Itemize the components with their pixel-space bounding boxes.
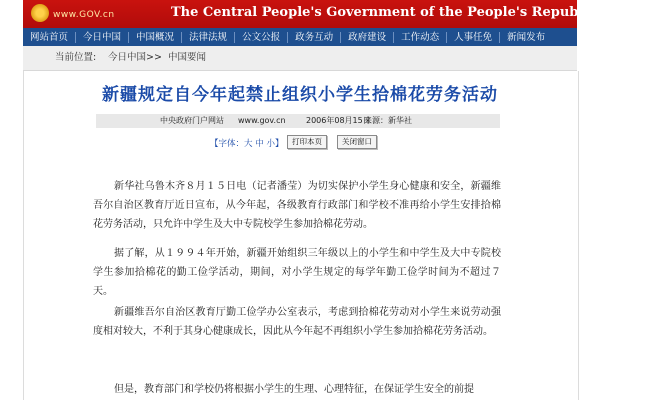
national-emblem-icon [31,4,49,22]
nav-item[interactable]: 政务互动 [288,32,341,43]
close-window-button[interactable]: 关闭窗口 [337,135,377,149]
nav-item[interactable]: 公文公报 [235,32,288,43]
nav-item[interactable]: 中国概况 [129,32,182,43]
meta-from: 来源：新华社 [364,116,412,125]
breadcrumb [23,46,577,71]
article-paragraph: 但是，教育部门和学校仍将根据小学生的生理、心理特征，在保证学生安全的前提 [114,384,474,395]
font-size-small[interactable]: 小 [266,139,275,149]
header-banner [23,0,662,28]
article-paragraph: 据了解，从１９９４年开始，新疆开始组织三年级以上的小学生和中学生及大中专院校学生参加拾棉花的勤工俭学活动，期间，对小学生规定的每学年勤工俭学时间为不超过７天。 [93,248,501,297]
site-title: The Central People's Government of the People's Republic of China [171,5,662,20]
nav-item[interactable]: 法律法规 [182,32,235,43]
font-size-label: 【字体： [210,139,245,149]
font-size-close-bracket: 】 [274,139,284,149]
main-nav [23,28,577,46]
nav-item[interactable]: 新闻发布 [507,31,546,43]
meta-date: 2006年08月15日 [306,116,371,125]
article-meta-bar [96,114,500,128]
meta-source: 中央政府门户网站 [160,116,224,125]
site-logo-url[interactable]: www.GOV.cn [53,10,115,20]
nav-item[interactable]: 今日中国 [76,32,129,43]
article-paragraph: 新华社乌鲁木齐８月１５日电（记者潘莹）为切实保护小学生身心健康和安全，新疆维吾尔自治区教育厅近日宣布，从今年起，各级教育行政部门和学校不准再给小学生安排拾棉花劳务活动，只允许中学生及大中专院校学生参加拾棉花劳动。 [93,181,501,230]
font-size-medium[interactable]: 中 [255,139,264,149]
font-size-control [210,137,283,149]
nav-item[interactable]: 网站首页 [23,32,76,43]
article-tools [0,134,600,150]
article-title: 新疆规定自今年起禁止组织小学生拾棉花劳务活动 [102,85,498,105]
article-paragraph: 新疆维吾尔自治区教育厅勤工俭学办公室表示，考虑到拾棉花劳动对小学生来说劳动强度相对较大，不利于其身心健康成长，因此从今年起不再组织小学生参加拾棉花劳务活动。 [93,307,501,337]
font-size-large[interactable]: 大 [244,139,253,149]
print-button[interactable]: 打印本页 [287,135,327,149]
breadcrumb-path[interactable]: 今日中国>> 中国要闻 [108,52,206,63]
nav-item[interactable]: 政府建设 [341,32,394,43]
nav-item[interactable]: 人事任免 [447,32,500,43]
meta-site: www.gov.cn [238,116,286,125]
breadcrumb-prefix: 当前位置: [55,52,97,63]
nav-item[interactable]: 工作动态 [394,32,447,43]
